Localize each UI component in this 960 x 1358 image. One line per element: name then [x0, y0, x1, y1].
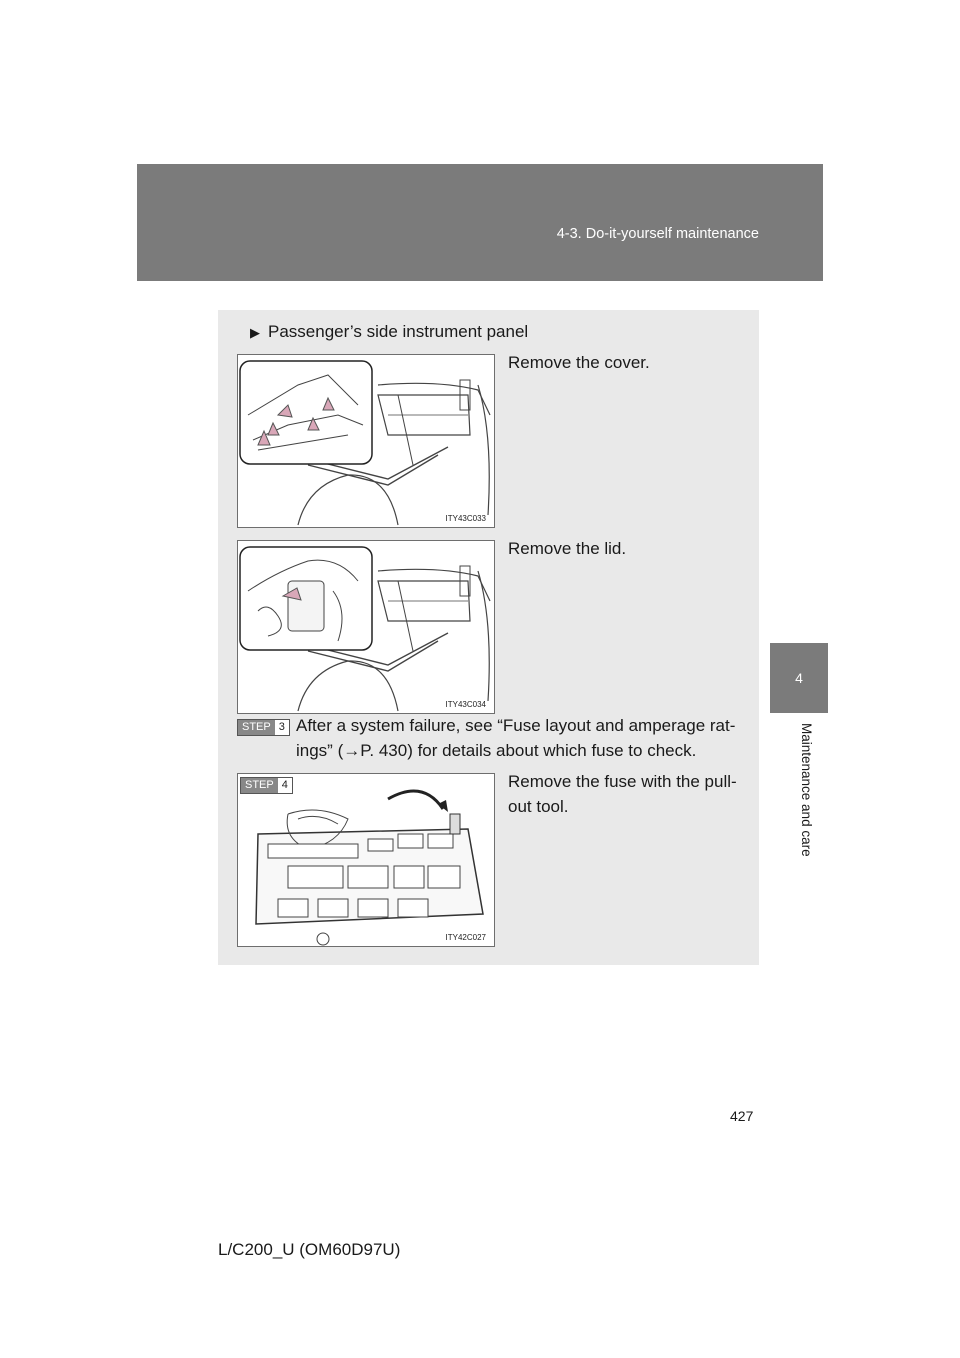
figure-code: ITY43C034	[445, 700, 486, 709]
step-1-text: Remove the cover.	[508, 353, 650, 372]
figure-code: ITY43C033	[445, 514, 486, 523]
figure-code: ITY42C027	[445, 933, 486, 942]
chapter-label: Maintenance and care	[799, 723, 814, 857]
step-2-text: Remove the lid.	[508, 539, 627, 558]
header-band	[137, 164, 823, 281]
figure-fuse-box	[237, 773, 495, 947]
manual-model-code: L/C200_U (OM60D97U)	[218, 1240, 401, 1259]
chapter-tab	[770, 713, 828, 968]
triangle-bullet-icon: ▶	[250, 325, 260, 340]
step-word: STEP	[238, 720, 275, 735]
section-title: 4-3. Do-it-yourself maintenance	[556, 226, 759, 242]
step-3-badge	[237, 719, 290, 736]
dashboard-lid-illustration	[238, 541, 494, 713]
chapter-tab-number	[770, 643, 828, 713]
section-heading	[250, 322, 528, 342]
fuse-box-illustration	[238, 774, 494, 946]
dashboard-cover-illustration	[238, 355, 494, 527]
heading-text: Passenger’s side instrument panel	[268, 322, 529, 341]
figure-remove-lid	[237, 540, 495, 714]
step-4-badge	[240, 777, 293, 794]
step-word: STEP	[241, 778, 278, 793]
step-3-line-2: ings” (→P. 430) for details about which fuse to check.	[296, 741, 697, 760]
chapter-number: 4	[795, 670, 803, 686]
step-number: 4	[278, 778, 292, 793]
step-3-text	[296, 713, 746, 763]
step-3-line-1: After a system failure, see “Fuse layout and amperage rat-	[296, 716, 736, 735]
step-number: 3	[275, 720, 289, 735]
step-4-line-2: out tool.	[508, 797, 569, 816]
step-4-text	[508, 769, 748, 819]
figure-remove-cover	[237, 354, 495, 528]
step-4-line-1: Remove the fuse with the pull-	[508, 772, 737, 791]
page-number: 427	[730, 1108, 754, 1124]
